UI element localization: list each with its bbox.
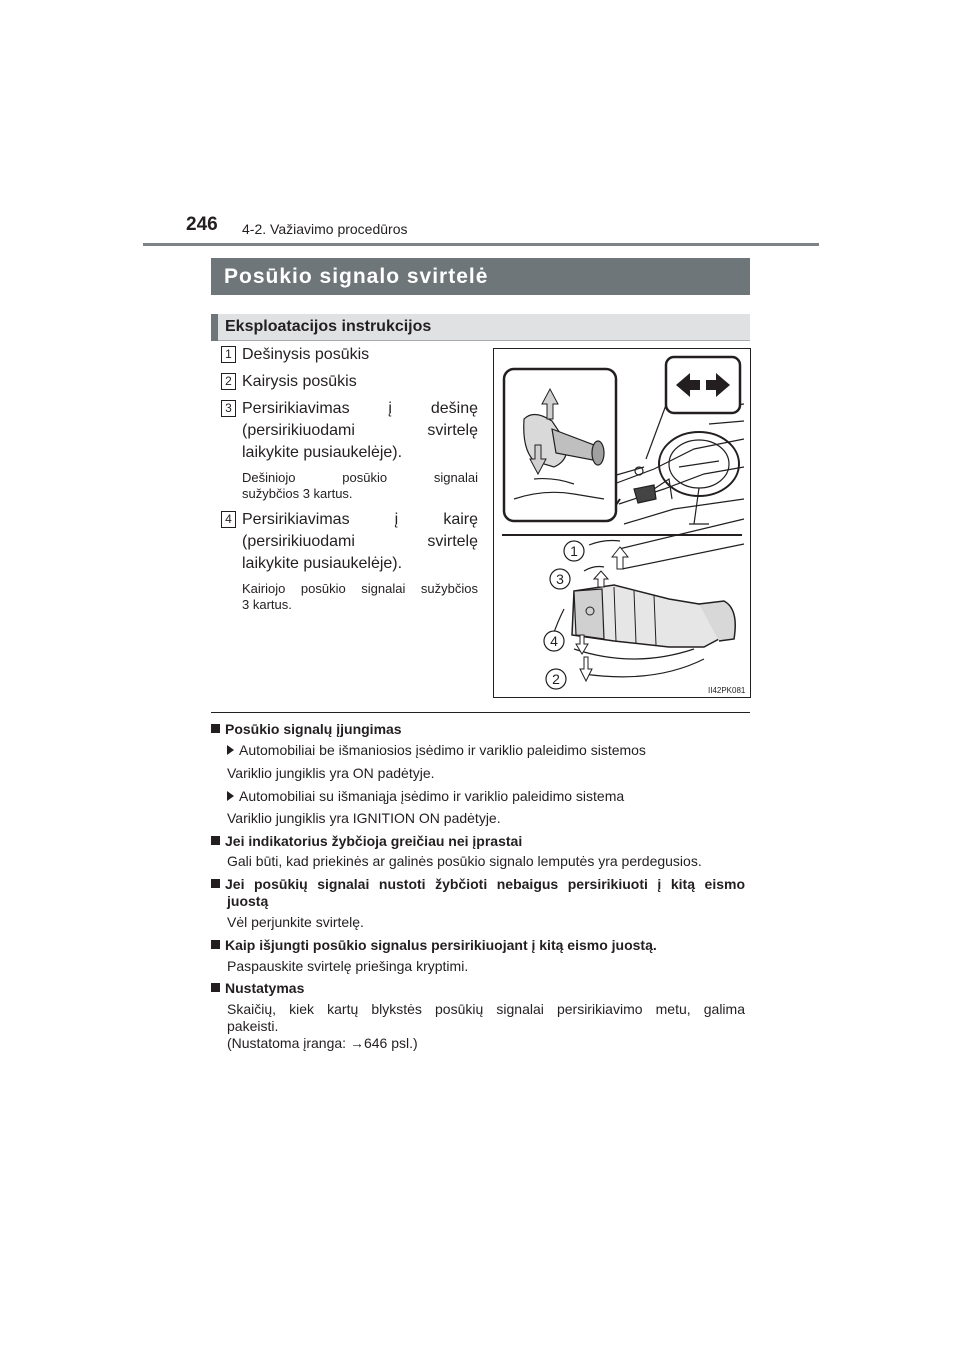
step-3-line-2: (persirikiuodami svirtelę xyxy=(242,422,478,439)
section-title: Posūkio signalo svirtelė xyxy=(224,265,489,288)
figure-label-3: 3 xyxy=(556,571,564,587)
chapter-title: 4-2. Važiavimo procedūros xyxy=(242,221,408,237)
figure-label-1: 1 xyxy=(570,543,578,559)
info-heading-3-text: Jei posūkių signalai nustoti žybčioti nebaigus persirikiuoti į kitą eismo xyxy=(225,876,745,892)
step-number-1: 1 xyxy=(221,346,236,363)
info-heading-4 xyxy=(211,937,657,953)
subsection-accent xyxy=(211,314,218,341)
info-text-1a: Variklio jungiklis yra ON padėtyje. xyxy=(227,765,435,781)
step-number-2: 2 xyxy=(221,373,236,390)
subsection-title: Eksploatacijos instrukcijos xyxy=(225,318,432,335)
step-1-text: Dešinysis posūkis xyxy=(242,346,370,363)
info-text-4: Paspauskite svirtelę priešinga kryptimi. xyxy=(227,958,469,974)
triangle-bullet-icon xyxy=(227,745,234,755)
step-4-note-line-1: Kairiojo posūkio signalai sužybčios xyxy=(242,581,478,596)
lever-illustration-svg xyxy=(494,349,750,697)
figure-code: II42PK081 xyxy=(708,686,746,695)
info-text-5-line-2: pakeisti. xyxy=(227,1018,279,1034)
info-sub-2 xyxy=(227,788,624,804)
info-heading-4-text: Kaip išjungti posūkio signalus persirikiuojant į kitą eismo juostą. xyxy=(225,937,657,953)
step-4-line-3: laikykite pusiaukelėje). xyxy=(242,555,403,572)
step-number-4: 4 xyxy=(221,511,236,528)
info-sub-1 xyxy=(227,742,646,758)
square-bullet-icon xyxy=(211,940,220,949)
header-rule xyxy=(143,243,819,246)
separator-rule xyxy=(211,712,750,713)
info-text-3: Vėl perjunkite svirtelę. xyxy=(227,914,364,930)
step-4-note-line-2: 3 kartus. xyxy=(242,597,292,612)
step-2-text: Kairysis posūkis xyxy=(242,373,357,390)
info-heading-5-text: Nustatymas xyxy=(225,980,305,996)
step-3-line-3: laikykite pusiaukelėje). xyxy=(242,444,403,461)
info-heading-3-line-2: juostą xyxy=(227,893,269,909)
info-text-5-line-3: (Nustatoma įranga: →646 psl.) xyxy=(227,1035,418,1051)
square-bullet-icon xyxy=(211,983,220,992)
info-text-5-line-1: Skaičių, kiek kartų blykstės posūkių signalai persirikiavimo metu, galima xyxy=(227,1001,745,1017)
square-bullet-icon xyxy=(211,879,220,888)
page-number: 246 xyxy=(186,214,218,235)
square-bullet-icon xyxy=(211,836,220,845)
info-text-2: Gali būti, kad priekinės ar galinės posūkio signalo lemputės yra perdegusios. xyxy=(227,853,702,869)
step-number-3: 3 xyxy=(221,400,236,417)
info-sub-1-text: Automobiliai be išmaniosios įsėdimo ir variklio paleidimo sistemos xyxy=(239,742,646,758)
info-heading-2 xyxy=(211,833,522,849)
triangle-bullet-icon xyxy=(227,791,234,801)
step-4-line-2: (persirikiuodami svirtelę xyxy=(242,533,478,550)
info-heading-5 xyxy=(211,980,304,996)
figure-label-2: 2 xyxy=(552,671,560,687)
info-heading-1 xyxy=(211,721,402,737)
lever-illustration xyxy=(493,348,751,698)
step-3-note-line-1: Dešiniojo posūkio signalai xyxy=(242,470,478,485)
info-heading-2-text: Jei indikatorius žybčioja greičiau nei įprastai xyxy=(225,833,523,849)
step-4-line-1: Persirikiavimas į kairę xyxy=(242,511,478,528)
square-bullet-icon xyxy=(211,724,220,733)
info-text-1b: Variklio jungiklis yra IGNITION ON padėtyje. xyxy=(227,810,501,826)
info-sub-2-text: Automobiliai su išmaniąja įsėdimo ir variklio paleidimo sistema xyxy=(239,788,625,804)
step-3-line-1: Persirikiavimas į dešinę xyxy=(242,400,478,417)
info-heading-3-line-1 xyxy=(211,876,745,892)
info-heading-1-text: Posūkio signalų įjungimas xyxy=(225,721,402,737)
figure-label-4: 4 xyxy=(550,633,558,649)
step-3-note-line-2: sužybčios 3 kartus. xyxy=(242,486,353,501)
